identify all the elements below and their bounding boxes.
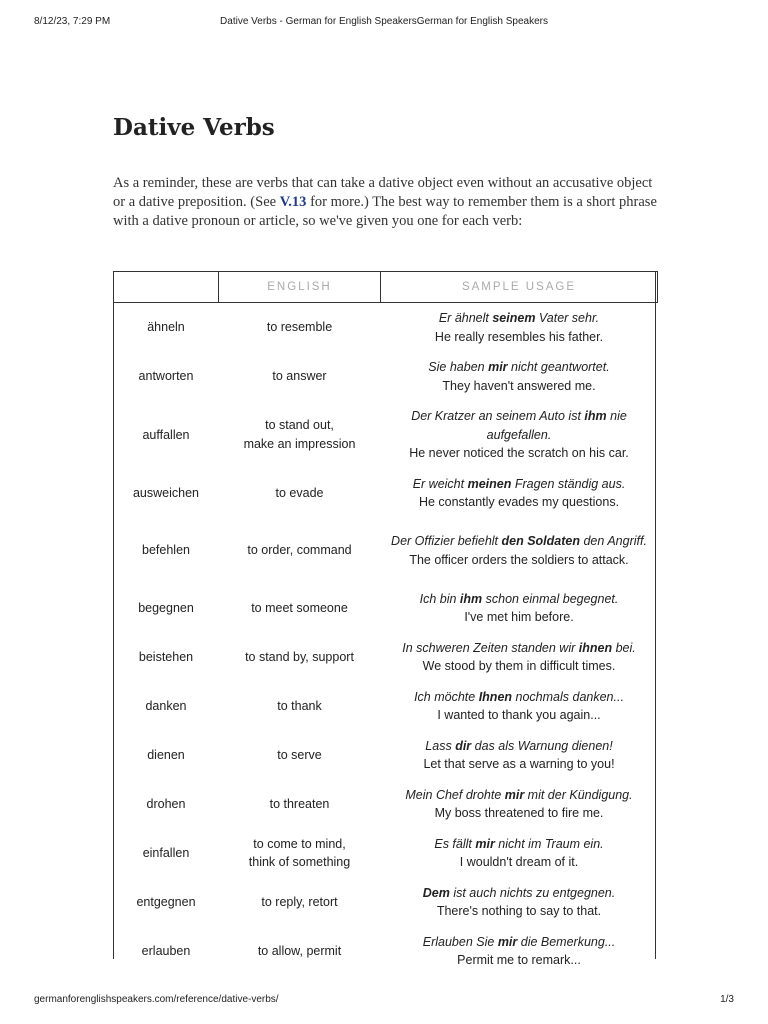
dative-verbs-table [113, 271, 658, 976]
sample-usage-cell [381, 469, 658, 518]
verb-cell: erlauben [141, 943, 191, 958]
english-translation: Permit me to remark... [457, 953, 581, 967]
german-example [387, 407, 652, 444]
english-cell [219, 469, 381, 518]
english-line: to threaten [269, 796, 330, 811]
german-text: Er ähnelt [438, 311, 493, 325]
table-row [114, 829, 658, 878]
english-cell [219, 731, 381, 780]
verb-cell: begegnen [138, 600, 194, 615]
print-url: germanforenglishspeakers.com/reference/dative-verbs/ [34, 994, 279, 1005]
verb-cell: antworten [138, 369, 194, 384]
sample-usage-cell [381, 682, 658, 731]
german-example [387, 933, 652, 952]
table-row [114, 780, 658, 829]
english-translation: The officer orders the soldiers to attack. [409, 552, 629, 567]
reference-link-v13[interactable]: V.13 [279, 194, 307, 210]
sample-usage-cell [381, 927, 658, 976]
verb-cell: danken [145, 698, 187, 713]
dative-object: ihm [584, 409, 607, 423]
german-text: nicht im Traum ein. [494, 836, 604, 851]
dative-object: mir [475, 836, 495, 851]
english-cell [219, 303, 381, 353]
verb-cell: befehlen [142, 543, 190, 558]
sample-usage-cell [381, 731, 658, 780]
table-row [114, 927, 658, 976]
english-cell [219, 352, 381, 401]
print-footer [34, 994, 734, 1008]
english-line: to order, command [247, 543, 352, 558]
english-line: to evade [275, 485, 324, 500]
english-translation: I wanted to thank you again... [437, 708, 601, 722]
english-line: to answer [272, 369, 327, 384]
verb-cell: beistehen [138, 649, 194, 664]
dative-object: seinem [492, 311, 536, 325]
header-verb [114, 272, 219, 303]
german-example [387, 475, 652, 494]
german-text: Er weicht [412, 476, 468, 491]
table-row [114, 303, 658, 353]
header-sample-usage: SAMPLE USAGE [381, 272, 658, 303]
intro-text-1: As a reminder, these are verbs that can take a dative object even without an accusative object or a dative preposition. (See [113, 175, 653, 210]
english-line: to serve [277, 747, 322, 762]
german-example [387, 786, 652, 805]
english-cell [219, 878, 381, 927]
verb-cell: ähneln [147, 320, 185, 335]
german-text: Es fällt [434, 836, 476, 851]
german-text: den Angriff. [580, 534, 647, 548]
english-translation: He constantly evades my questions. [418, 495, 620, 509]
verb-cell: dienen [147, 747, 185, 762]
german-text: Ich möchte [414, 689, 479, 704]
german-text: Fragen ständig aus. [511, 476, 626, 491]
verb-cell: drohen [146, 796, 186, 811]
english-line: to stand out, [265, 418, 334, 433]
german-text: Ich bin [419, 591, 460, 606]
german-example [387, 737, 652, 756]
german-text: die Bemerkung... [517, 934, 616, 949]
english-line: to meet someone [251, 600, 348, 615]
german-text: mit der Kündigung. [524, 787, 633, 802]
intro-paragraph [113, 174, 658, 231]
table-row [114, 878, 658, 927]
german-text: nie aufgefallen. [486, 409, 627, 442]
german-text: Erlauben Sie [422, 934, 498, 949]
intro-text-2: for more.) The best way to remember them is a short phrase with a dative pronoun or article, so we've given you one for each verb: [113, 194, 657, 229]
german-example [387, 639, 652, 658]
dative-object: den Soldaten [501, 534, 580, 548]
english-translation: My boss threatened to fire me. [434, 806, 604, 820]
english-translation: We stood by them in difficult times. [422, 659, 616, 673]
english-line: to thank [277, 698, 322, 713]
english-cell [219, 633, 381, 682]
english-translation: He never noticed the scratch on his car. [409, 446, 629, 460]
dative-object: dir [455, 738, 472, 753]
dative-object: meinen [467, 476, 512, 491]
print-date: 8/12/23, 7:29 PM [34, 16, 111, 27]
german-text: ist auch nichts zu entgegnen. [449, 885, 616, 900]
german-text: Mein Chef drohte [405, 787, 505, 802]
header-english: ENGLISH [219, 272, 381, 303]
english-translation: He really resembles his father. [434, 329, 604, 344]
german-example [387, 590, 652, 609]
english-line: to allow, permit [257, 943, 342, 958]
sample-usage-cell [381, 352, 658, 401]
german-example [387, 532, 652, 551]
page-number: 1/3 [720, 994, 734, 1005]
german-text: nochmals danken... [512, 689, 624, 704]
english-cell [219, 829, 381, 878]
german-text: nicht geantwortet. [507, 360, 610, 374]
english-translation: Let that serve as a warning to you! [423, 757, 615, 771]
english-cell [219, 518, 381, 584]
sample-usage-cell [381, 633, 658, 682]
german-text: Vater sehr. [535, 311, 600, 325]
table-row [114, 518, 658, 584]
english-translation: They haven't answered me. [442, 378, 596, 393]
german-example [387, 884, 652, 903]
dative-object: ihm [459, 591, 483, 606]
dative-object: mir [488, 360, 508, 374]
sample-usage-cell [381, 518, 658, 584]
sample-usage-cell [381, 303, 658, 353]
dative-object: ihnen [578, 640, 613, 655]
english-line: to resemble [266, 320, 333, 335]
sample-usage-cell [381, 878, 658, 927]
table-row [114, 731, 658, 780]
english-line: think of something [248, 855, 351, 869]
table-row [114, 401, 658, 469]
table-row [114, 352, 658, 401]
german-example [387, 309, 652, 328]
english-line: to stand by, support [245, 649, 354, 664]
dative-object: Ihnen [478, 689, 513, 704]
table-row [114, 633, 658, 682]
german-example [387, 688, 652, 707]
english-translation: There's nothing to say to that. [436, 904, 602, 918]
german-example [387, 358, 652, 377]
table-header-row [114, 272, 658, 303]
dative-object: Dem [422, 885, 450, 900]
dative-object: mir [497, 934, 518, 949]
english-cell [219, 927, 381, 976]
sample-usage-cell [381, 584, 658, 633]
english-line: to come to mind, [253, 836, 346, 851]
german-text: schon einmal begegnet. [482, 591, 619, 606]
verb-cell: auffallen [142, 427, 190, 442]
german-example [387, 835, 652, 854]
sample-usage-cell [381, 829, 658, 878]
page-title: Dative Verbs [113, 114, 275, 141]
english-cell [219, 401, 381, 469]
english-cell [219, 682, 381, 731]
sample-usage-cell [381, 780, 658, 829]
german-text: das als Warnung dienen! [471, 738, 613, 753]
english-line: to reply, retort [261, 894, 338, 909]
english-line: make an impression [243, 436, 356, 451]
table-row [114, 682, 658, 731]
table-row [114, 584, 658, 633]
german-text: Der Kratzer an seinem Auto ist [411, 409, 585, 423]
german-text: Lass [425, 738, 456, 753]
english-translation: I wouldn't dream of it. [459, 855, 579, 869]
german-text: bei. [612, 640, 636, 655]
table-row [114, 469, 658, 518]
verb-cell: ausweichen [132, 485, 199, 500]
print-header [34, 16, 734, 30]
english-cell [219, 584, 381, 633]
german-text: Der Offizier befiehlt [391, 534, 502, 548]
verb-cell: entgegnen [136, 894, 196, 909]
english-translation: I've met him before. [464, 610, 574, 624]
sample-usage-cell [381, 401, 658, 469]
german-text: Sie haben [428, 360, 489, 374]
dative-object: mir [504, 787, 525, 802]
german-text: In schweren Zeiten standen wir [402, 640, 579, 655]
verb-cell: einfallen [142, 845, 190, 860]
print-doc-title: Dative Verbs - German for English SpeakersGerman for English Speakers [220, 16, 548, 27]
english-cell [219, 780, 381, 829]
